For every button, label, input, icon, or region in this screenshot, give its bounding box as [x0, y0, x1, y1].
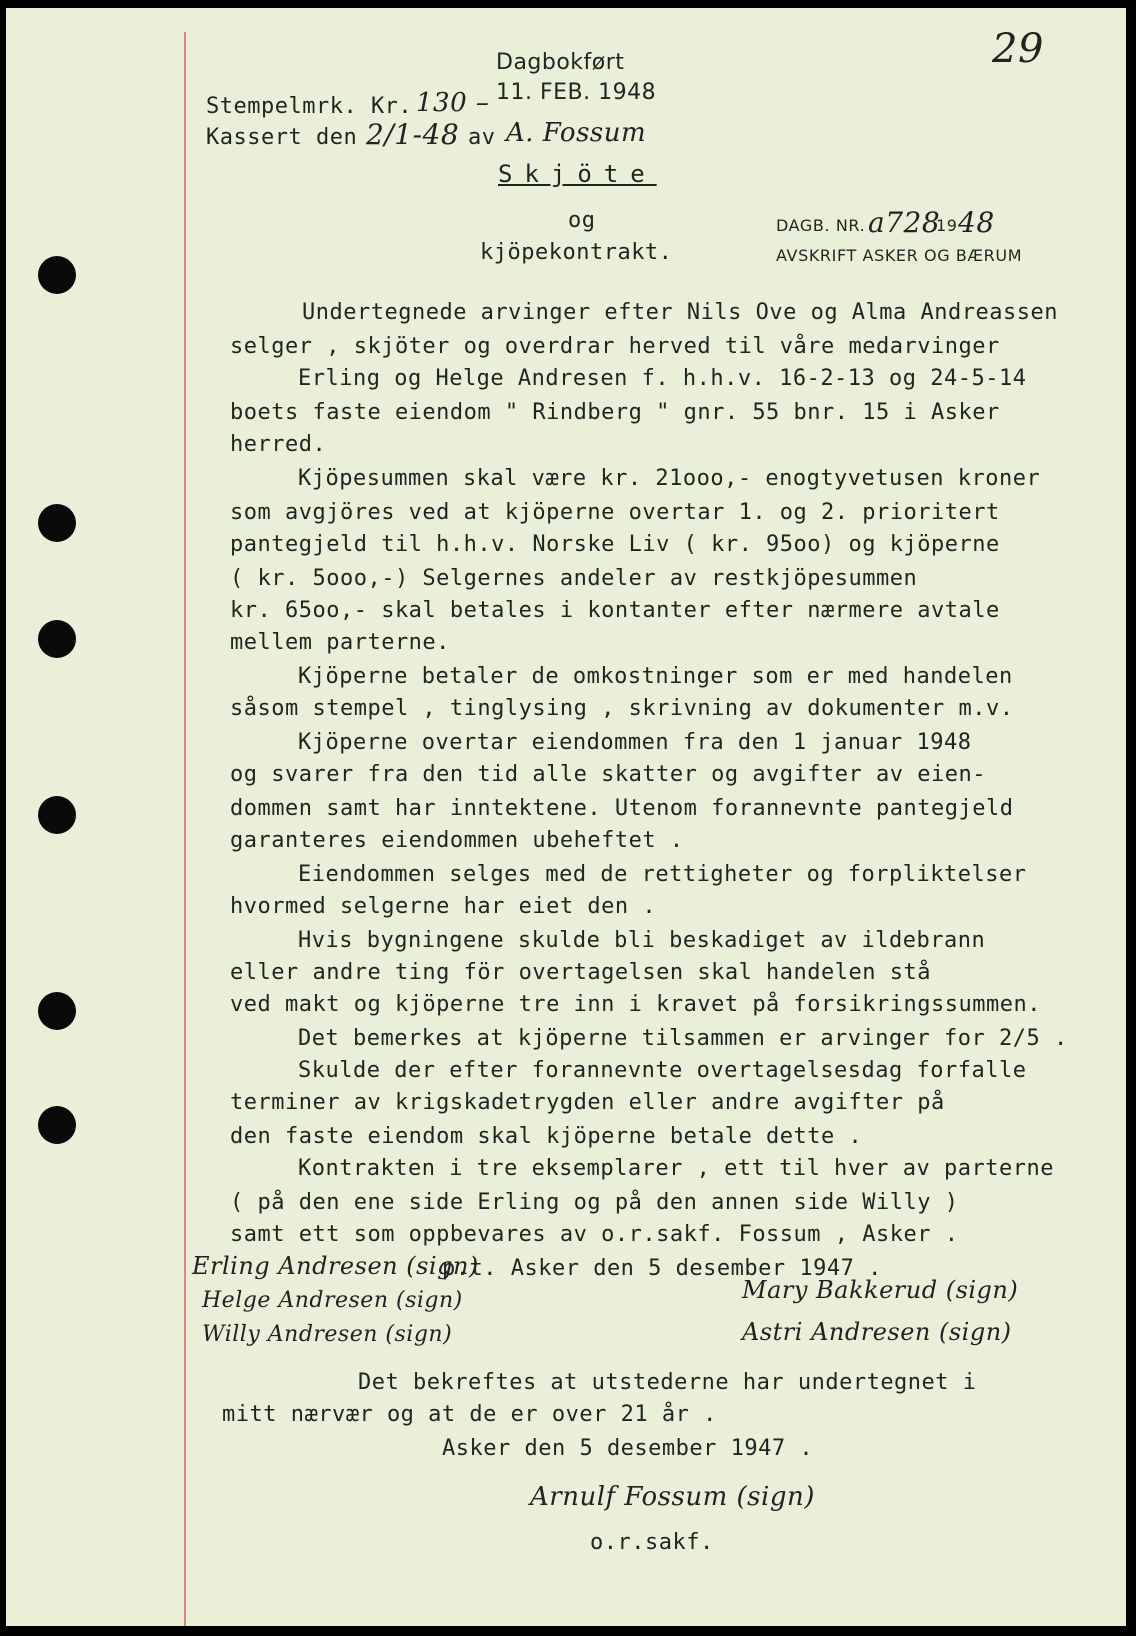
body-line: ved makt og kjöperne tre inn i kravet på forsikringssummen.: [230, 992, 1041, 1017]
stempel-value: 130 –: [416, 88, 490, 118]
punch-hole: [38, 504, 76, 542]
dagb-year-prefix: 19: [936, 216, 958, 235]
kassert-av: av: [468, 125, 496, 150]
body-line: Kjöperne overtar eiendommen fra den 1 januar 1948: [298, 730, 972, 755]
margin-rule: [184, 32, 186, 1626]
body-line: Undertegnede arvinger efter Nils Ove og Alma Andreassen: [302, 300, 1058, 325]
dagb-label: DAGB. NR.: [776, 216, 866, 235]
body-line: Kjöpesummen skal være kr. 21ooo,- enogtyvetusen kroner: [298, 466, 1041, 491]
attest-place-date: Asker den 5 desember 1947 .: [442, 1436, 814, 1461]
attest-title: o.r.sakf.: [590, 1530, 714, 1555]
page-number: 29: [992, 26, 1044, 72]
body-line: herred.: [230, 432, 327, 457]
kassert-label: Kassert den: [206, 125, 358, 150]
body-line: Kontrakten i tre eksemplarer , ett til hver av parterne: [298, 1156, 1054, 1181]
signature-mary: Mary Bakkerud (sign): [742, 1276, 1019, 1304]
registration-stamp-date: 11. FEB. 1948: [496, 80, 657, 105]
body-line: dommen samt har inntektene. Utenom forannevnte pantegjeld: [230, 796, 1014, 821]
signature-astri: Astri Andresen (sign): [742, 1318, 1012, 1346]
body-line: terminer av krigskadetrygden eller andre avgifter på: [230, 1090, 945, 1115]
body-line: samt ett som oppbevares av o.r.sakf. Fossum , Asker .: [230, 1222, 959, 1247]
punch-hole: [38, 256, 76, 294]
body-line: Erling og Helge Andresen f. h.h.v. 16-2-13 og 24-5-14: [298, 366, 1027, 391]
body-line: Skulde der efter forannevnte overtagelsesdag forfalle: [298, 1058, 1027, 1083]
body-line: eller andre ting för overtagelsen skal handelen stå: [230, 960, 932, 985]
body-line: og svarer fra den tid alle skatter og avgifter av eien-: [230, 762, 986, 787]
registration-stamp-line1: Dagbokført: [496, 50, 625, 75]
punch-hole: [38, 1106, 76, 1144]
document-page: [6, 8, 1126, 1626]
kassert-date: 2/1-48: [366, 118, 460, 151]
body-line: pantegjeld til h.h.v. Norske Liv ( kr. 95oo) og kjöperne: [230, 532, 1000, 557]
body-line: ( kr. 5ooo,-) Selgernes andeler av restkjöpesummen: [230, 566, 918, 591]
dagb-number: a728: [868, 206, 941, 239]
body-line: selger , skjöter og overdrar herved til våre medarvinger: [230, 334, 1000, 359]
body-line: Eiendommen selges med de rettigheter og forpliktelser: [298, 862, 1027, 887]
punch-hole: [38, 992, 76, 1030]
body-line: Kjöperne betaler de omkostninger som er med handelen: [298, 664, 1013, 689]
attest-line: Det bekreftes at utstederne har undertegnet i: [358, 1370, 977, 1395]
body-line: hvormed selgerne har eiet den .: [230, 894, 657, 919]
title-conjunction: og: [568, 208, 596, 233]
body-line: såsom stempel , tinglysing , skrivning av dokumenter m.v.: [230, 696, 1014, 721]
document-title: Skjöte: [498, 160, 657, 188]
kassert-signature: A. Fossum: [506, 118, 647, 148]
signature-erling: Erling Andresen (sign): [192, 1252, 479, 1280]
dagb-year-suffix: 48: [958, 206, 995, 239]
dagb-caption: AVSKRIFT ASKER OG BÆRUM: [776, 246, 1023, 265]
punch-hole: [38, 620, 76, 658]
body-line: den faste eiendom skal kjöperne betale dette .: [230, 1124, 863, 1149]
body-line: mellem parterne.: [230, 630, 450, 655]
body-line: Hvis bygningene skulde bli beskadiget av ildebrann: [298, 928, 986, 953]
stempel-label: Stempelmrk. Kr.: [206, 94, 413, 119]
body-line: som avgjöres ved at kjöperne overtar 1. og 2. prioritert: [230, 500, 1000, 525]
body-line: boets faste eiendom " Rindberg " gnr. 55 bnr. 15 i Asker: [230, 400, 1000, 425]
attest-signature: Arnulf Fossum (sign): [530, 1482, 815, 1512]
body-line: Det bemerkes at kjöperne tilsammen er arvinger for 2/5 .: [298, 1026, 1068, 1051]
body-line: garanteres eiendommen ubeheftet .: [230, 828, 684, 853]
body-line: ( på den ene side Erling og på den annen side Willy ): [230, 1190, 959, 1215]
body-line: kr. 65oo,- skal betales i kontanter efter nærmere avtale: [230, 598, 1000, 623]
punch-hole: [38, 796, 76, 834]
attest-line: mitt nærvær og at de er over 21 år .: [222, 1402, 717, 1427]
signature-willy: Willy Andresen (sign): [202, 1322, 453, 1347]
document-subtitle: kjöpekontrakt.: [480, 240, 673, 265]
place-date: p.t. Asker den 5 desember 1947 .: [442, 1256, 882, 1281]
signature-helge: Helge Andresen (sign): [202, 1288, 463, 1313]
